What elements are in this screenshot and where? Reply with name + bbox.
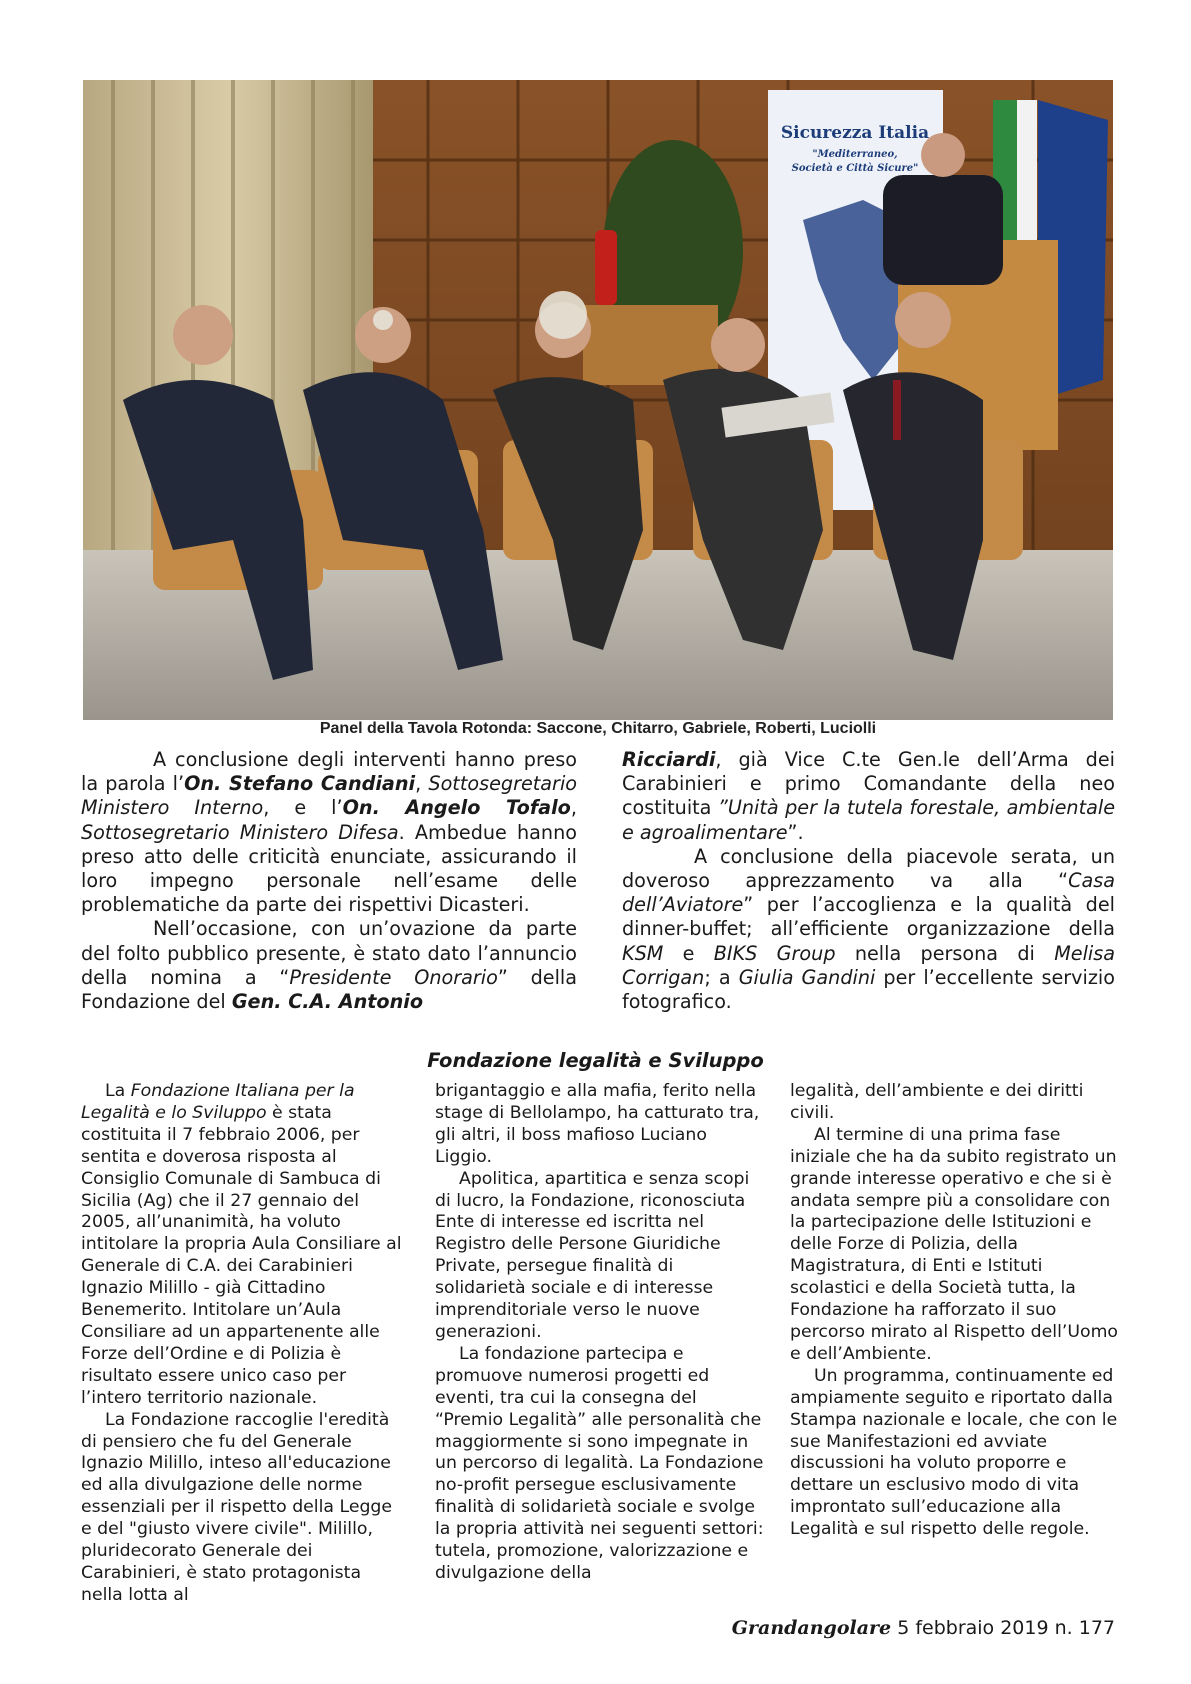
person-name: Ricciardi bbox=[622, 748, 716, 771]
text-run: ” della Fondazione del bbox=[81, 965, 577, 1014]
section-paragraph: La Fondazione raccoglie l'eredità di pensiero che fu del Generale Ignazio Milillo, inteso all'educazione ed alla divulgazione delle norme essenziali per il rispetto della Legge e del "giusto vivere civile". Milillo, pluridecorato Generale dei Carabinieri, è stato protagonista nella lotta al bbox=[81, 1409, 393, 1605]
person-role: Sottosegretario Ministero Difesa bbox=[81, 820, 399, 844]
section-paragraph: Al termine di una prima fase iniziale che ha da subito registrato un grande interesse operativo e che si è andata sempre più a consolidare con la partecipazione delle Istituzioni e delle Forze di Polizia, della Magistratura, di Enti e Istituti scolastici e della Società tutta, la Fondazione ha rafforzato il suo percorso mirato al Rispetto dell’Uomo e dell’Ambiente. bbox=[790, 1124, 1118, 1364]
person-name: Melisa Corrigan bbox=[622, 941, 1115, 989]
text-run: , e l’ bbox=[263, 796, 343, 820]
text-run: ” per l’accoglienza e la qualità del dinner-buffet; all’efficiente organizzazione della bbox=[622, 893, 1115, 941]
section-paragraph: brigantaggio e alla mafia, ferito nella stage di Bellolampo, ha catturato tra, gli altri, il boss mafioso Luciano Liggio. bbox=[435, 1081, 760, 1167]
section-paragraph: Apolitica, apartitica e senza scopi di lucro, la Fondazione, riconosciuta Ente di interesse ed iscritta nel Registro delle Persone Giuridiche Private, persegue finalità di solidarietà sociale e di interesse imprenditoriale verso le nuove generazioni. bbox=[435, 1168, 750, 1342]
organization-name: KSM bbox=[622, 941, 664, 965]
panel-photo bbox=[83, 80, 1113, 720]
article-paragraph bbox=[81, 748, 577, 917]
foundation-name: Fondazione Italiana per la Legalità e lo Sviluppo bbox=[81, 1081, 355, 1123]
honorary-title: Presidente Onorario bbox=[289, 965, 498, 989]
article-paragraph bbox=[622, 748, 1115, 845]
text-run: ”. bbox=[787, 820, 804, 844]
article-column-left bbox=[81, 748, 577, 1014]
banner-subtitle-2: Società e Città Sicure" bbox=[791, 163, 919, 174]
section-paragraph bbox=[81, 1081, 406, 1410]
text-run: Nell’occasione, con un’ovazione da parte del folto pubblico presente, è stato dato l’annuncio della nomina a “ bbox=[81, 917, 577, 989]
section-paragraph: La fondazione partecipa e promuove numerosi progetti ed eventi, tra cui la consegna del “Premio Legalità” alle personalità che maggiormente si sono impegnate in un percorso di legalità. La Fondazione no-profit persegue esclusivamente finalità di solidarietà sociale e svolge la propria attività nei seguenti settori: tutela, promozione, valorizzazione e divulgazione della bbox=[435, 1343, 764, 1583]
text-run: A conclusione degli interventi hanno preso la parola l’ bbox=[81, 748, 577, 796]
section-column-1 bbox=[81, 1081, 406, 1607]
section-title: Fondazione legalità e Sviluppo bbox=[427, 1049, 764, 1072]
article-paragraph bbox=[81, 917, 577, 1014]
text-run: A conclusione della piacevole serata, un doveroso apprezzamento va alla “ bbox=[622, 844, 1115, 893]
person-role: Sottosegretario Ministero Interno bbox=[81, 772, 578, 820]
photo-caption: Panel della Tavola Rotonda: Saccone, Chitarro, Gabriele, Roberti, Luciolli bbox=[319, 720, 877, 737]
organization-name: BIKS Group bbox=[713, 941, 836, 965]
text-run: . Ambedue hanno preso atto delle criticità enunciate, assicurando il loro impegno personale nell’esame delle problematiche da parte dei rispettivi Dicasteri. bbox=[81, 820, 577, 917]
magazine-name: Grandangolare bbox=[731, 1617, 892, 1639]
text-run: nella persona di bbox=[835, 941, 1055, 965]
person-name: On. Angelo Tofalo bbox=[342, 796, 571, 820]
panel-photo-illustration bbox=[83, 80, 1113, 720]
person-name: Gen. C.A. Antonio bbox=[231, 990, 424, 1014]
issue-info: 5 febbraio 2019 n. 177 bbox=[897, 1617, 1115, 1639]
text-run: , bbox=[415, 772, 429, 796]
section-paragraph: legalità, dell’ambiente e dei diritti civili. bbox=[790, 1081, 1084, 1123]
text-run: è stata costituita il 7 febbraio 2006, per sentita e doverosa risposta al Consiglio Comunale di Sambuca di Sicilia (Ag) che il 27 gennaio del 2005, all’unanimità, ha voluto intitolare la propria Aula Consiliare al Generale di C.A. dei Carabinieri Ignazio Milillo - già Cittadino Benemerito. Intitolare un’Aula Consiliare ad un appartenente alle Forze dell’Ordine e di Polizia è risultato essere unico caso per l’intero territorio nazionale. bbox=[81, 1102, 402, 1408]
unit-name: ”Unità per la tutela forestale, ambientale e agroalimentare bbox=[622, 796, 1115, 844]
banner-title: Sicurezza Italia bbox=[780, 123, 930, 143]
text-run: e bbox=[663, 941, 714, 965]
section-column-3 bbox=[790, 1081, 1120, 1541]
article-column-right bbox=[622, 748, 1115, 1014]
article-paragraph bbox=[622, 845, 1115, 1014]
person-name: On. Stefano Candiani bbox=[184, 772, 416, 796]
page-footer bbox=[732, 1617, 1115, 1639]
text-run: per l’eccellente servizio fotografico. bbox=[622, 965, 1115, 1014]
text-run: La bbox=[105, 1081, 131, 1101]
banner-subtitle: "Mediterraneo, bbox=[812, 149, 898, 160]
venue-name: Casa dell’Aviatore bbox=[622, 869, 1115, 917]
text-run: ; a bbox=[704, 965, 739, 989]
text-run: , già Vice C.te Gen.le dell’Arma dei Carabinieri e primo Comandante della neo costituita bbox=[622, 748, 1115, 820]
section-paragraph: Un programma, continuamente ed ampiamente seguito e riportato dalla Stampa nazionale e locale, che con le sue Manifestazioni ed avviate discussioni ha voluto proporre e dettare un esclusivo modo di vita improntato sull’educazione alla Legalità e sul rispetto delle regole. bbox=[790, 1365, 1118, 1540]
section-column-2 bbox=[435, 1081, 765, 1585]
person-name: Giulia Gandini bbox=[738, 965, 876, 989]
text-run: , bbox=[570, 796, 577, 820]
